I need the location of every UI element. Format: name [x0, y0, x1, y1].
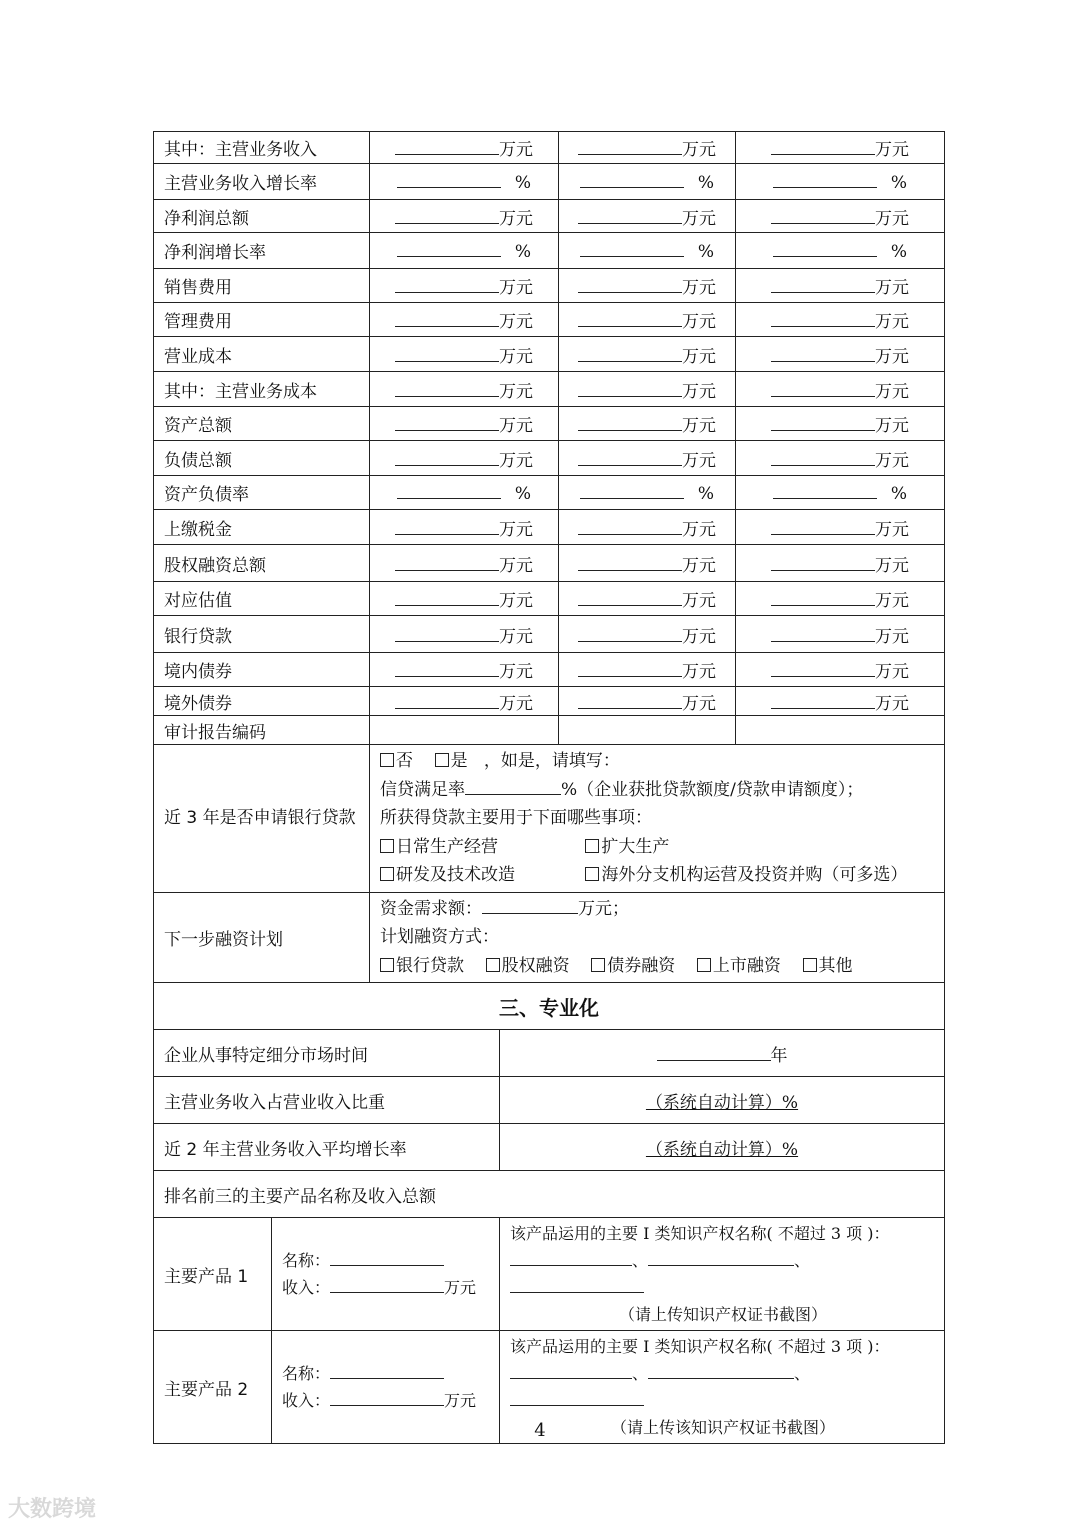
product-ip-question: 该产品运用的主要 I 类知识产权名称( 不超过 3 项 )： — [510, 1224, 890, 1243]
method-bank-checkbox[interactable] — [380, 958, 394, 972]
financial-unit: % — [697, 241, 715, 262]
financial-value-y3 — [736, 476, 945, 510]
plan-method-label: 计划融资方式： — [380, 927, 499, 947]
niche-time-label: 企业从事特定细分市场时间 — [154, 1030, 500, 1077]
financial-unit: 万元 — [499, 450, 533, 471]
loan-row — [154, 745, 945, 893]
financial-input[interactable] — [395, 660, 499, 677]
financial-unit: % — [514, 241, 532, 262]
financial-value-y2 — [559, 200, 736, 233]
financial-value-y2 — [559, 303, 736, 337]
financial-input[interactable] — [397, 482, 501, 499]
product-income-input[interactable] — [330, 1276, 444, 1293]
financial-value-y2 — [559, 372, 736, 407]
financial-value-y2 — [559, 653, 736, 687]
financial-value-y1 — [370, 164, 559, 200]
financial-input[interactable] — [771, 692, 875, 709]
financial-input[interactable] — [395, 625, 499, 642]
watermark-logo: 大数跨境 — [8, 1497, 97, 1522]
financial-unit: 万元 — [682, 278, 716, 298]
financial-table-body — [154, 132, 945, 716]
niche-time-value — [500, 1030, 945, 1077]
financial-row — [154, 337, 945, 372]
financial-input[interactable] — [580, 482, 684, 499]
financial-row — [154, 132, 945, 164]
financial-value-y2 — [559, 407, 736, 441]
financial-row — [154, 653, 945, 687]
financial-value-y3 — [736, 269, 945, 303]
financial-unit: 万元 — [499, 555, 533, 576]
financial-input[interactable] — [578, 692, 682, 709]
ip-input-2[interactable] — [648, 1249, 794, 1266]
financial-input[interactable] — [395, 414, 499, 431]
financial-input[interactable] — [578, 449, 682, 466]
top-products-label: 排名前三的主要产品名称及收入总额 — [154, 1171, 945, 1218]
financial-value-y1 — [370, 616, 559, 653]
plan-need-input[interactable] — [482, 897, 578, 914]
financial-value-y3 — [736, 303, 945, 337]
usage-expand-label: 扩大生产 — [601, 836, 670, 857]
financial-value-y1 — [370, 441, 559, 476]
financial-row — [154, 616, 945, 653]
financial-row — [154, 510, 945, 545]
financial-value-y1 — [370, 269, 559, 303]
financial-value-y2 — [559, 510, 736, 545]
financial-unit: 万元 — [875, 450, 909, 471]
financial-unit: 万元 — [682, 346, 716, 367]
product-info — [272, 1218, 500, 1331]
financial-value-y3 — [736, 545, 945, 582]
growth-label: 近 2 年主营业务收入平均增长率 — [154, 1124, 500, 1171]
ip-input-3[interactable] — [510, 1389, 644, 1406]
financial-unit: 万元 — [682, 312, 716, 332]
audit-label: 审计报告编码 — [154, 716, 370, 745]
financial-value-y3 — [736, 132, 945, 164]
financial-value-y1 — [370, 476, 559, 510]
product-ip: 该产品运用的主要 I 类知识产权名称( 不超过 3 项 )： 、 、 （请上传该知识产权证书截图） — [500, 1331, 945, 1444]
financial-value-y2 — [559, 441, 736, 476]
financial-value-y2 — [559, 233, 736, 269]
financial-value-y3 — [736, 337, 945, 372]
loan-rate-label: 信贷满足率 — [380, 779, 465, 800]
financial-unit: 万元 — [875, 208, 909, 229]
financial-unit: 万元 — [682, 381, 716, 402]
financial-value-y3 — [736, 200, 945, 233]
financial-unit: 万元 — [499, 416, 533, 436]
financial-value-y1 — [370, 510, 559, 545]
plan-details — [370, 892, 945, 983]
loan-details — [370, 745, 945, 893]
financial-unit: 万元 — [682, 450, 716, 471]
financial-row-label: 净利润总额 — [154, 200, 370, 233]
product-income-unit: 万元 — [444, 1391, 477, 1410]
financial-unit: 万元 — [499, 591, 533, 611]
financial-row — [154, 269, 945, 303]
financial-unit: 万元 — [682, 591, 716, 611]
product-income-label: 收入： — [282, 1278, 331, 1297]
audit-input-y1[interactable] — [370, 716, 559, 745]
financial-row — [154, 200, 945, 233]
financial-row-label: 其中：主营业务收入 — [154, 132, 370, 164]
financial-unit: 万元 — [875, 140, 909, 160]
financial-input[interactable] — [395, 207, 499, 224]
financial-unit: % — [890, 172, 908, 193]
financial-unit: 万元 — [499, 312, 533, 332]
financial-unit: 万元 — [875, 519, 909, 540]
growth-auto: （系统自动计算）% — [645, 1139, 799, 1160]
financial-input[interactable] — [395, 310, 499, 327]
usage-daily-label: 日常生产经营 — [396, 836, 498, 857]
financial-input[interactable] — [395, 589, 499, 606]
financial-input[interactable] — [771, 449, 875, 466]
financial-row-label: 上缴税金 — [154, 510, 370, 545]
product-name-label: 名称： — [282, 1364, 331, 1383]
financial-unit: 万元 — [499, 381, 533, 402]
financial-input[interactable] — [578, 554, 682, 571]
top-products-row — [154, 1171, 945, 1218]
usage-rd-checkbox[interactable] — [380, 867, 394, 881]
financial-value-y2 — [559, 545, 736, 582]
financial-input[interactable] — [578, 207, 682, 224]
financial-input[interactable] — [395, 138, 499, 155]
financial-input[interactable] — [395, 276, 499, 293]
product-income-input[interactable] — [330, 1389, 444, 1406]
financial-input[interactable] — [771, 660, 875, 677]
product-ip-note: （请上传知识产权证书截图） — [619, 1305, 828, 1324]
financial-value-y2 — [559, 132, 736, 164]
growth-value — [500, 1124, 945, 1171]
financial-input[interactable] — [397, 240, 501, 257]
audit-input-y3[interactable] — [736, 716, 945, 745]
financial-unit: 万元 — [875, 416, 909, 436]
financial-unit: 万元 — [875, 591, 909, 611]
financial-input[interactable] — [578, 345, 682, 362]
product-ip-note: （请上传该知识产权证书截图） — [611, 1418, 836, 1437]
financial-input[interactable] — [578, 518, 682, 535]
financial-unit: 万元 — [875, 381, 909, 402]
financial-row-label: 其中：主营业务成本 — [154, 372, 370, 407]
financial-input[interactable] — [578, 660, 682, 677]
financial-value-y3 — [736, 233, 945, 269]
financial-unit: 万元 — [875, 626, 909, 647]
method-bond-checkbox[interactable] — [591, 958, 605, 972]
financial-value-y2 — [559, 687, 736, 716]
main-ratio-auto: （系统自动计算）% — [645, 1092, 799, 1113]
financial-row-label: 股权融资总额 — [154, 545, 370, 582]
financial-input[interactable] — [395, 380, 499, 397]
financial-row-label: 净利润增长率 — [154, 233, 370, 269]
financial-input[interactable] — [580, 171, 684, 188]
form-page — [153, 131, 944, 1444]
financial-row — [154, 407, 945, 441]
financial-input[interactable] — [773, 240, 877, 257]
loan-yes-note: ，如是，请填写： — [483, 751, 620, 771]
financial-unit: 万元 — [499, 278, 533, 298]
usage-daily-checkbox[interactable] — [380, 839, 394, 853]
financial-row-label: 销售费用 — [154, 269, 370, 303]
financial-row — [154, 303, 945, 337]
financial-input[interactable] — [771, 276, 875, 293]
financial-input[interactable] — [771, 554, 875, 571]
financial-value-y3 — [736, 687, 945, 716]
financial-row — [154, 233, 945, 269]
product-income-unit: 万元 — [444, 1278, 477, 1297]
method-equity-label: 股权融资 — [501, 955, 570, 976]
niche-time-unit: 年 — [770, 1045, 788, 1066]
financial-value-y3 — [736, 441, 945, 476]
financial-value-y1 — [370, 132, 559, 164]
product-ip-question: 该产品运用的主要 I 类知识产权名称( 不超过 3 项 )： — [510, 1337, 890, 1356]
financial-input[interactable] — [771, 310, 875, 327]
financial-value-y1 — [370, 233, 559, 269]
financial-input[interactable] — [395, 518, 499, 535]
audit-row — [154, 716, 945, 745]
financial-unit: 万元 — [682, 626, 716, 647]
financial-value-y3 — [736, 653, 945, 687]
method-other-label: 其他 — [818, 955, 853, 976]
financial-unit: 万元 — [499, 693, 533, 714]
financial-value-y2 — [559, 337, 736, 372]
financial-input[interactable] — [773, 171, 877, 188]
financial-row-label: 银行贷款 — [154, 616, 370, 653]
financial-value-y2 — [559, 269, 736, 303]
financial-row-label: 负债总额 — [154, 441, 370, 476]
plan-need-suffix: 万元； — [578, 898, 629, 919]
financial-unit: 万元 — [499, 626, 533, 647]
usage-overseas-checkbox[interactable] — [585, 867, 599, 881]
financial-unit: 万元 — [499, 208, 533, 229]
financial-input[interactable] — [578, 625, 682, 642]
financial-input[interactable] — [578, 589, 682, 606]
financial-unit: 万元 — [875, 693, 909, 714]
financial-unit: 万元 — [499, 140, 533, 160]
financial-value-y1 — [370, 337, 559, 372]
product-label: 主要产品 1 — [154, 1218, 272, 1331]
niche-time-row — [154, 1030, 945, 1077]
product-name-label: 名称： — [282, 1251, 331, 1270]
financial-value-y1 — [370, 687, 559, 716]
usage-expand-checkbox[interactable] — [585, 839, 599, 853]
product-name-input[interactable] — [330, 1362, 444, 1379]
financial-value-y3 — [736, 372, 945, 407]
financial-row — [154, 164, 945, 200]
financial-row-label: 资产负债率 — [154, 476, 370, 510]
method-equity-checkbox[interactable] — [486, 958, 500, 972]
financial-value-y1 — [370, 582, 559, 616]
plan-row — [154, 892, 945, 983]
financial-input[interactable] — [771, 625, 875, 642]
financial-unit: 万元 — [499, 519, 533, 540]
financial-unit: % — [697, 483, 715, 504]
financial-row-label: 境外债券 — [154, 687, 370, 716]
page-number: 4 — [534, 1420, 546, 1441]
main-ratio-row — [154, 1077, 945, 1124]
financial-input[interactable] — [578, 276, 682, 293]
usage-overseas-label: 海外分支机构运营及投资并购（可多选） — [601, 865, 908, 885]
financial-value-y3 — [736, 407, 945, 441]
financial-input[interactable] — [395, 449, 499, 466]
financial-row-label: 资产总额 — [154, 407, 370, 441]
financial-row — [154, 476, 945, 510]
financial-value-y1 — [370, 303, 559, 337]
financial-unit: 万元 — [682, 208, 716, 229]
financial-input[interactable] — [773, 482, 877, 499]
product-income-label: 收入： — [282, 1391, 331, 1410]
financial-unit: 万元 — [682, 140, 716, 160]
ip-input-1[interactable] — [510, 1362, 632, 1379]
financial-row-label: 主营业务收入增长率 — [154, 164, 370, 200]
financial-value-y1 — [370, 372, 559, 407]
financial-input[interactable] — [771, 345, 875, 362]
financial-unit: % — [514, 483, 532, 504]
product-ip: 该产品运用的主要 I 类知识产权名称( 不超过 3 项 )： 、 、 （请上传知识产权证书截图） — [500, 1218, 945, 1331]
financial-value-y3 — [736, 582, 945, 616]
method-ipo-checkbox[interactable] — [697, 958, 711, 972]
financial-unit: 万元 — [875, 555, 909, 576]
financial-unit: 万元 — [875, 312, 909, 332]
ip-input-1[interactable] — [510, 1249, 632, 1266]
financial-input[interactable] — [771, 518, 875, 535]
financial-unit: % — [514, 172, 532, 193]
loan-no-label: 否 — [396, 751, 413, 771]
method-ipo-label: 上市融资 — [712, 955, 781, 976]
financial-value-y1 — [370, 545, 559, 582]
main-ratio-label: 主营业务收入占营业收入比重 — [154, 1077, 500, 1124]
financial-unit: % — [697, 172, 715, 193]
financial-value-y2 — [559, 582, 736, 616]
financial-unit: % — [890, 241, 908, 262]
financial-unit: 万元 — [875, 662, 909, 682]
financial-value-y1 — [370, 200, 559, 233]
specialization-table — [153, 982, 945, 1444]
financial-input[interactable] — [771, 589, 875, 606]
financial-value-y1 — [370, 407, 559, 441]
method-bond-label: 债券融资 — [607, 955, 676, 976]
ip-input-2[interactable] — [648, 1362, 794, 1379]
financial-row — [154, 687, 945, 716]
growth-row — [154, 1124, 945, 1171]
plan-label: 下一步融资计划 — [154, 892, 370, 983]
product-row — [154, 1218, 945, 1331]
financial-value-y3 — [736, 164, 945, 200]
financial-input[interactable] — [771, 138, 875, 155]
financial-value-y1 — [370, 653, 559, 687]
financial-input[interactable] — [580, 240, 684, 257]
financial-input[interactable] — [578, 414, 682, 431]
financial-row — [154, 582, 945, 616]
financial-input[interactable] — [771, 414, 875, 431]
usage-rd-label: 研发及技术改造 — [396, 865, 515, 885]
financial-input[interactable] — [771, 380, 875, 397]
financial-value-y2 — [559, 616, 736, 653]
financial-value-y3 — [736, 616, 945, 653]
financial-input[interactable] — [578, 138, 682, 155]
financial-value-y3 — [736, 510, 945, 545]
ip-input-3[interactable] — [510, 1276, 644, 1293]
financial-row-label: 对应估值 — [154, 582, 370, 616]
financial-unit: 万元 — [682, 519, 716, 540]
audit-input-y2[interactable] — [559, 716, 736, 745]
section3-header-row — [154, 983, 945, 1030]
financial-input[interactable] — [771, 207, 875, 224]
financial-unit: 万元 — [682, 416, 716, 436]
loan-rate-input[interactable] — [465, 778, 561, 795]
loan-usage-question: 所获得贷款主要用于下面哪些事项： — [380, 808, 652, 828]
product-name-input[interactable] — [330, 1249, 444, 1266]
financial-input[interactable] — [578, 310, 682, 327]
loan-yes-label: 是 — [450, 751, 468, 771]
financial-unit: 万元 — [499, 662, 533, 682]
niche-time-input[interactable] — [657, 1044, 771, 1061]
products-body — [154, 1218, 945, 1444]
financial-row-label: 营业成本 — [154, 337, 370, 372]
financial-unit: 万元 — [682, 555, 716, 576]
financial-unit: 万元 — [875, 278, 909, 298]
method-bank-label: 银行贷款 — [396, 955, 464, 976]
loan-rate-suffix: %（企业获批贷款额度/贷款申请额度）； — [561, 779, 864, 800]
financial-row-label: 境内债券 — [154, 653, 370, 687]
financial-unit: 万元 — [499, 346, 533, 367]
financial-row — [154, 441, 945, 476]
financial-unit: 万元 — [682, 662, 716, 682]
product-label: 主要产品 2 — [154, 1331, 272, 1444]
loan-yes-checkbox[interactable] — [435, 753, 449, 767]
financial-table — [153, 131, 945, 983]
financial-input[interactable] — [397, 171, 501, 188]
financial-input[interactable] — [395, 692, 499, 709]
section3-title: 三、专业化 — [154, 983, 945, 1030]
main-ratio-value — [500, 1077, 945, 1124]
financial-value-y2 — [559, 476, 736, 510]
loan-no-checkbox[interactable] — [380, 753, 394, 767]
method-other-checkbox[interactable] — [803, 958, 817, 972]
financial-input[interactable] — [395, 345, 499, 362]
financial-value-y2 — [559, 164, 736, 200]
loan-label: 近 3 年是否申请银行贷款 — [154, 745, 370, 893]
financial-row — [154, 372, 945, 407]
financial-unit: 万元 — [682, 693, 716, 714]
financial-row — [154, 545, 945, 582]
financial-input[interactable] — [395, 554, 499, 571]
plan-need-label: 资金需求额： — [380, 898, 482, 919]
financial-unit: % — [890, 483, 908, 504]
financial-input[interactable] — [578, 380, 682, 397]
financial-row-label: 管理费用 — [154, 303, 370, 337]
financial-unit: 万元 — [875, 346, 909, 367]
